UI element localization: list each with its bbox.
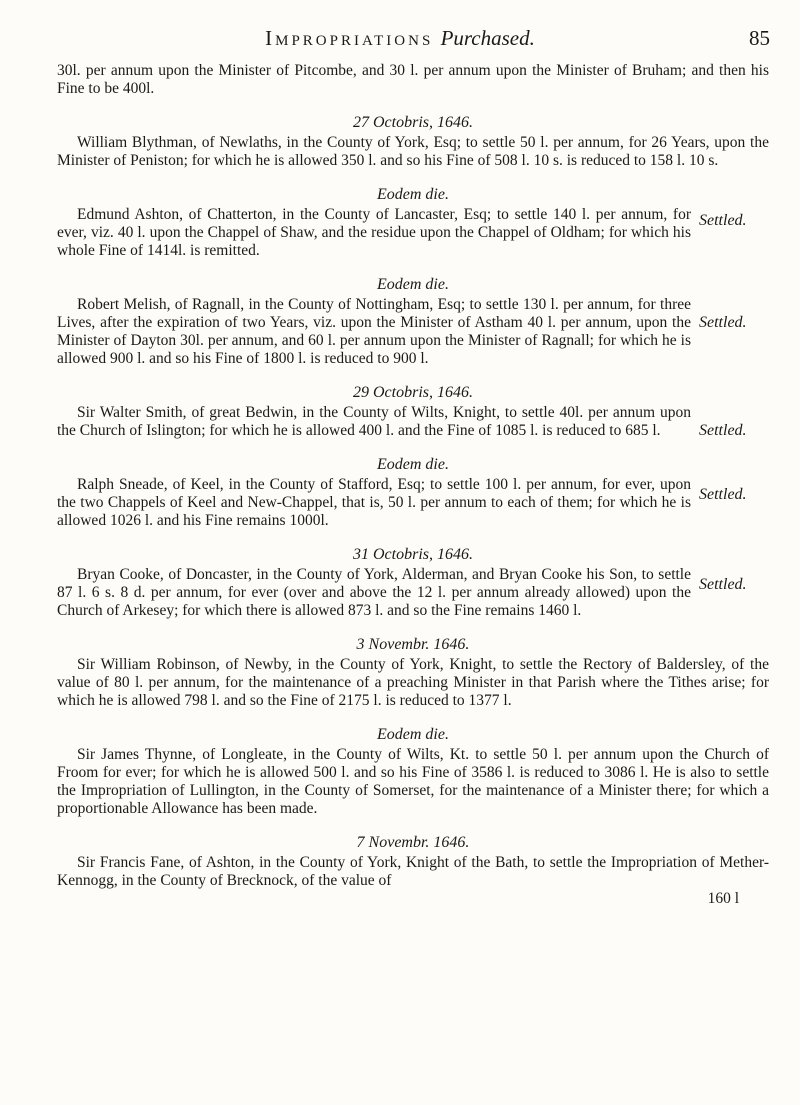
running-head-title: Impropriations <box>265 26 434 50</box>
page-header <box>0 26 800 56</box>
settled-marginal-note: Settled. <box>699 576 747 593</box>
entry-date: Eodem die. <box>377 186 449 203</box>
entry <box>57 636 769 710</box>
entry <box>57 456 769 530</box>
entry-text: Robert Melish, of Ragnall, in the County of Nottingham, Esq; to settle 130 l. per annum, for three Lives, after the expiration of two Years, viz. upon the Minister of Astham 40 l. per annum, upon the Minister of Dayton 30l. per annum, and 60 l. per annum upon the Minister of Ragnall; for which he is allowed 900 l. and so his Fine of 1800 l. is reduced to 900 l. <box>57 296 691 367</box>
entry-date: 31 Octobris, 1646. <box>353 546 473 563</box>
running-head-subtitle: Purchased. <box>440 26 535 50</box>
entry-date: 3 Novembr. 1646. <box>356 636 470 653</box>
settled-marginal-note: Settled. <box>699 212 747 229</box>
entries-list <box>57 62 769 908</box>
entry-date: 29 Octobris, 1646. <box>353 384 473 401</box>
entry-text: Bryan Cooke, of Doncaster, in the County of York, Alderman, and Bryan Cooke his Son, to settle 87 l. 6 s. 8 d. per annum, for ever (over and above the 12 l. per annum already allowed) upon the Church of Arkesey; for which there is allowed 873 l. and so the Fine remains 1460 l. <box>57 566 691 619</box>
entry-text: Sir Walter Smith, of great Bedwin, in the County of Wilts, Knight, to settle 40l. per annum upon the Church of Islington; for which he is allowed 400 l. and the Fine of 1085 l. is reduced to 685 l. <box>57 404 691 439</box>
entry-text: 30l. per annum upon the Minister of Pitcombe, and 30 l. per annum upon the Minister of Bruham; and then his Fine to be 400l. <box>57 62 769 97</box>
entry-date: Eodem die. <box>377 726 449 743</box>
catchword: 160 l <box>707 890 739 907</box>
entry-date: 7 Novembr. 1646. <box>356 834 470 851</box>
settled-marginal-note: Settled. <box>699 422 747 439</box>
settled-marginal-note: Settled. <box>699 486 747 503</box>
settled-marginal-note: Settled. <box>699 314 747 331</box>
entry-date: Eodem die. <box>377 276 449 293</box>
entry <box>57 726 769 818</box>
entry-date: Eodem die. <box>377 456 449 473</box>
entry-text: William Blythman, of Newlaths, in the County of York, Esq; to settle 50 l. per annum, for 26 Years, upon the Minister of Peniston; for which he is allowed 350 l. and so his Fine of 508 l. 10 s. is reduced to 158 l. 10 s. <box>57 134 769 169</box>
entry-text: Sir William Robinson, of Newby, in the County of York, Knight, to settle the Rectory of Baldersley, of the value of 80 l. per annum, for the maintenance of a preaching Minister in that Parish where the Tithes arise; for which he is allowed 798 l. and so the Fine of 2175 l. is reduced to 1377 l. <box>57 656 769 709</box>
entry-text: Sir Francis Fane, of Ashton, in the County of York, Knight of the Bath, to settle the Impropriation of Mether-Kennogg, in the County of Brecknock, of the value of <box>57 854 769 889</box>
entry <box>57 186 769 260</box>
entry <box>57 114 769 170</box>
entry <box>57 384 769 440</box>
entry-text: Sir James Thynne, of Longleate, in the County of Wilts, Kt. to settle 50 l. per annum upon the Church of Froom for ever; for which he is allowed 500 l. and so his Fine of 3586 l. is reduced to 3086 l. He is also to settle the Impropriation of Lullington, in the County of Somerset, for the maintenance of a Minister there; for which a proportionable Allowance has been made. <box>57 746 769 817</box>
entry <box>57 834 769 908</box>
entry <box>57 62 769 98</box>
entry-text: Ralph Sneade, of Keel, in the County of Stafford, Esq; to settle 100 l. per annum, for ever, upon the two Chappels of Keel and New-Chappel, that is, 50 l. per annum to each of them; for which he is allowed 1026 l. and his Fine remains 1000l. <box>57 476 691 529</box>
page-number: 85 <box>749 26 770 50</box>
entry <box>57 276 769 368</box>
running-head <box>0 26 800 51</box>
entry-date: 27 Octobris, 1646. <box>353 114 473 131</box>
entry <box>57 546 769 620</box>
entry-text: Edmund Ashton, of Chatterton, in the County of Lancaster, Esq; to settle 140 l. per annum, for ever, viz. 40 l. upon the Chappel of Shaw, and the residue upon the Chappel of Oldham; for which his whole Fine of 1414l. is remitted. <box>57 206 691 259</box>
